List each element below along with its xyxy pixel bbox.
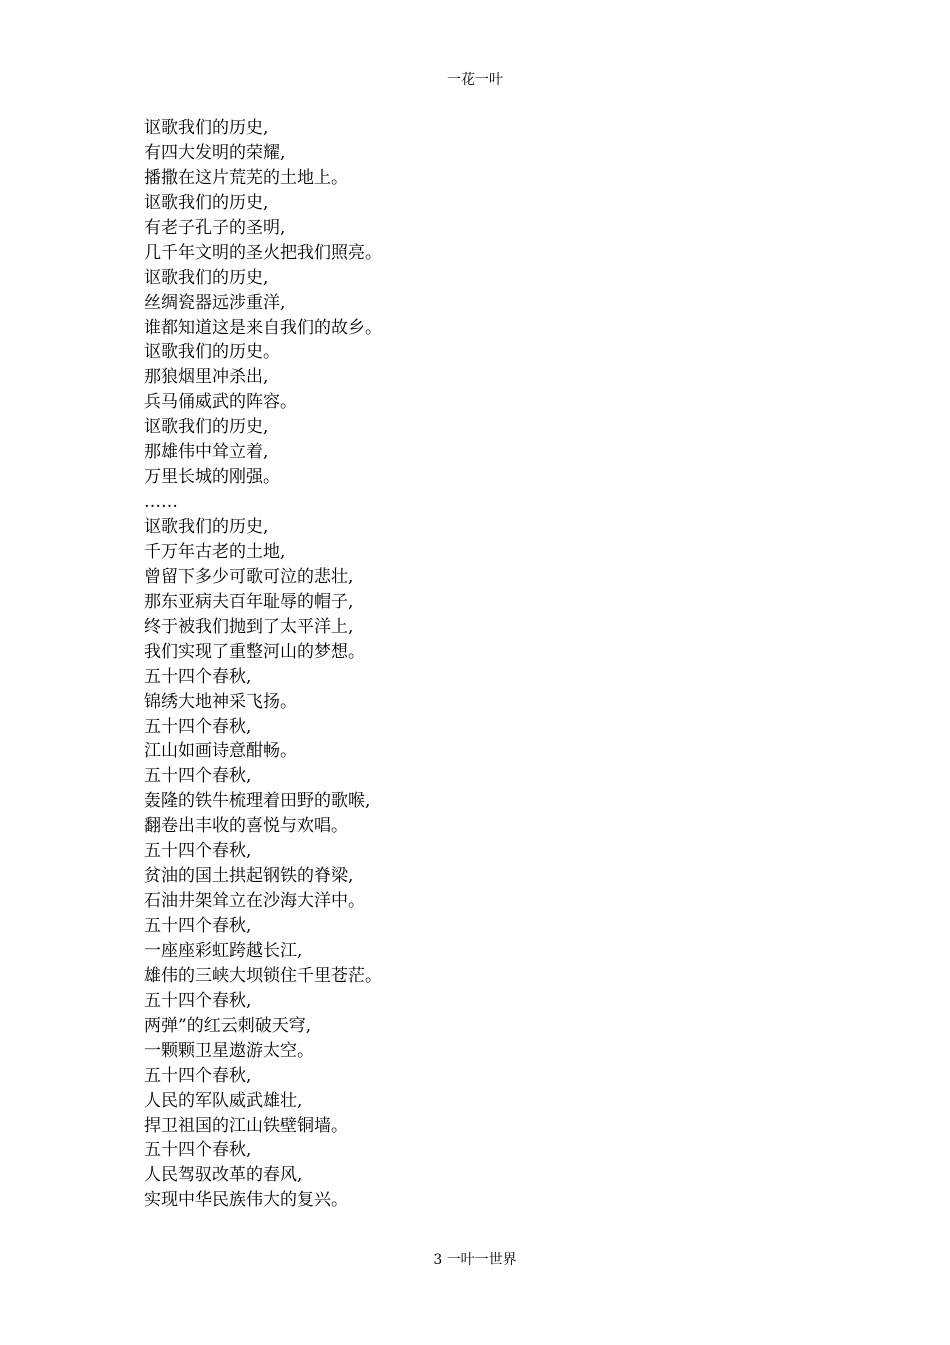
poem-body <box>144 116 844 1213</box>
poem-line: 讴歌我们的历史, <box>144 192 269 213</box>
poem-line: 五十四个春秋, <box>144 990 252 1011</box>
poem-line: 五十四个春秋, <box>144 916 252 936</box>
poem-line: 那东亚病夫百年耻辱的帽子, <box>144 591 354 612</box>
page-footer <box>0 1250 950 1270</box>
poem-line: 谁都知道这是来自我们的故乡。 <box>144 317 382 338</box>
poem-line: 播撒在这片荒芜的土地上。 <box>144 167 348 188</box>
poem-line: 一座座彩虹跨越长江, <box>144 940 303 961</box>
poem-line: 人民驾驭改革的春风, <box>144 1165 303 1186</box>
poem-line: 轰隆的铁牛梳理着田野的歌喉, <box>144 791 371 812</box>
poem-line: 五十四个春秋, <box>144 716 252 737</box>
poem-line: 江山如画诗意酣畅。 <box>144 741 297 762</box>
poem-line: 翻卷出丰收的喜悦与欢唱。 <box>144 816 348 837</box>
poem-line: 雄伟的三峡大坝锁住千里苍茫。 <box>144 965 382 986</box>
poem-line: …… <box>144 492 178 513</box>
page-number: 3 <box>433 1252 443 1268</box>
poem-line: 人民的军队威武雄壮, <box>144 1090 303 1111</box>
poem-line: 两弹”的红云刺破天穹, <box>144 1015 312 1036</box>
poem-line: 有四大发明的荣耀, <box>144 142 286 163</box>
poem-line: 讴歌我们的历史, <box>144 517 269 537</box>
poem-line: 终于被我们抛到了太平洋上, <box>144 616 354 637</box>
poem-line: 兵马俑威武的阵容。 <box>144 392 297 413</box>
poem-line: 曾留下多少可歌可泣的悲壮, <box>144 566 354 587</box>
page-header <box>0 70 950 90</box>
poem-line: 五十四个春秋, <box>144 1065 252 1086</box>
poem-line: 讴歌我们的历史, <box>144 118 269 138</box>
poem-line: 石油井架耸立在沙海大洋中。 <box>144 891 365 912</box>
poem-line: 有老子孔子的圣明, <box>144 217 286 238</box>
poem-line: 捍卫祖国的江山铁壁铜墙。 <box>144 1115 348 1136</box>
poem-line: 贫油的国土拱起钢铁的脊梁, <box>144 866 354 887</box>
poem-line: 五十四个春秋, <box>144 766 252 787</box>
poem-line: 讴歌我们的历史, <box>144 267 269 288</box>
poem-line: 五十四个春秋, <box>144 841 252 862</box>
poem-line: 五十四个春秋, <box>144 1140 252 1161</box>
poem-line: 千万年古老的土地, <box>144 541 286 562</box>
poem-line: 一颗颗卫星遨游太空。 <box>144 1040 314 1061</box>
poem-line: 几千年文明的圣火把我们照亮。 <box>144 242 382 263</box>
poem-line: 锦绣大地神采飞扬。 <box>144 691 297 712</box>
page-footer-text: 一叶一世界 <box>446 1252 517 1268</box>
poem-line: 我们实现了重整河山的梦想。 <box>144 641 365 662</box>
poem-line: 丝绸瓷器远涉重洋, <box>144 292 286 313</box>
poem-line: 讴歌我们的历史。 <box>144 342 280 363</box>
poem-line: 那雄伟中耸立着, <box>144 442 269 463</box>
poem-line: 那狼烟里冲杀出, <box>144 367 269 388</box>
poem-line: 讴歌我们的历史, <box>144 417 269 438</box>
page-header-title: 一花一叶 <box>447 72 503 88</box>
poem-line: 五十四个春秋, <box>144 666 252 687</box>
poem-line: 实现中华民族伟大的复兴。 <box>144 1190 348 1211</box>
poem-line: 万里长城的刚强。 <box>144 467 280 488</box>
